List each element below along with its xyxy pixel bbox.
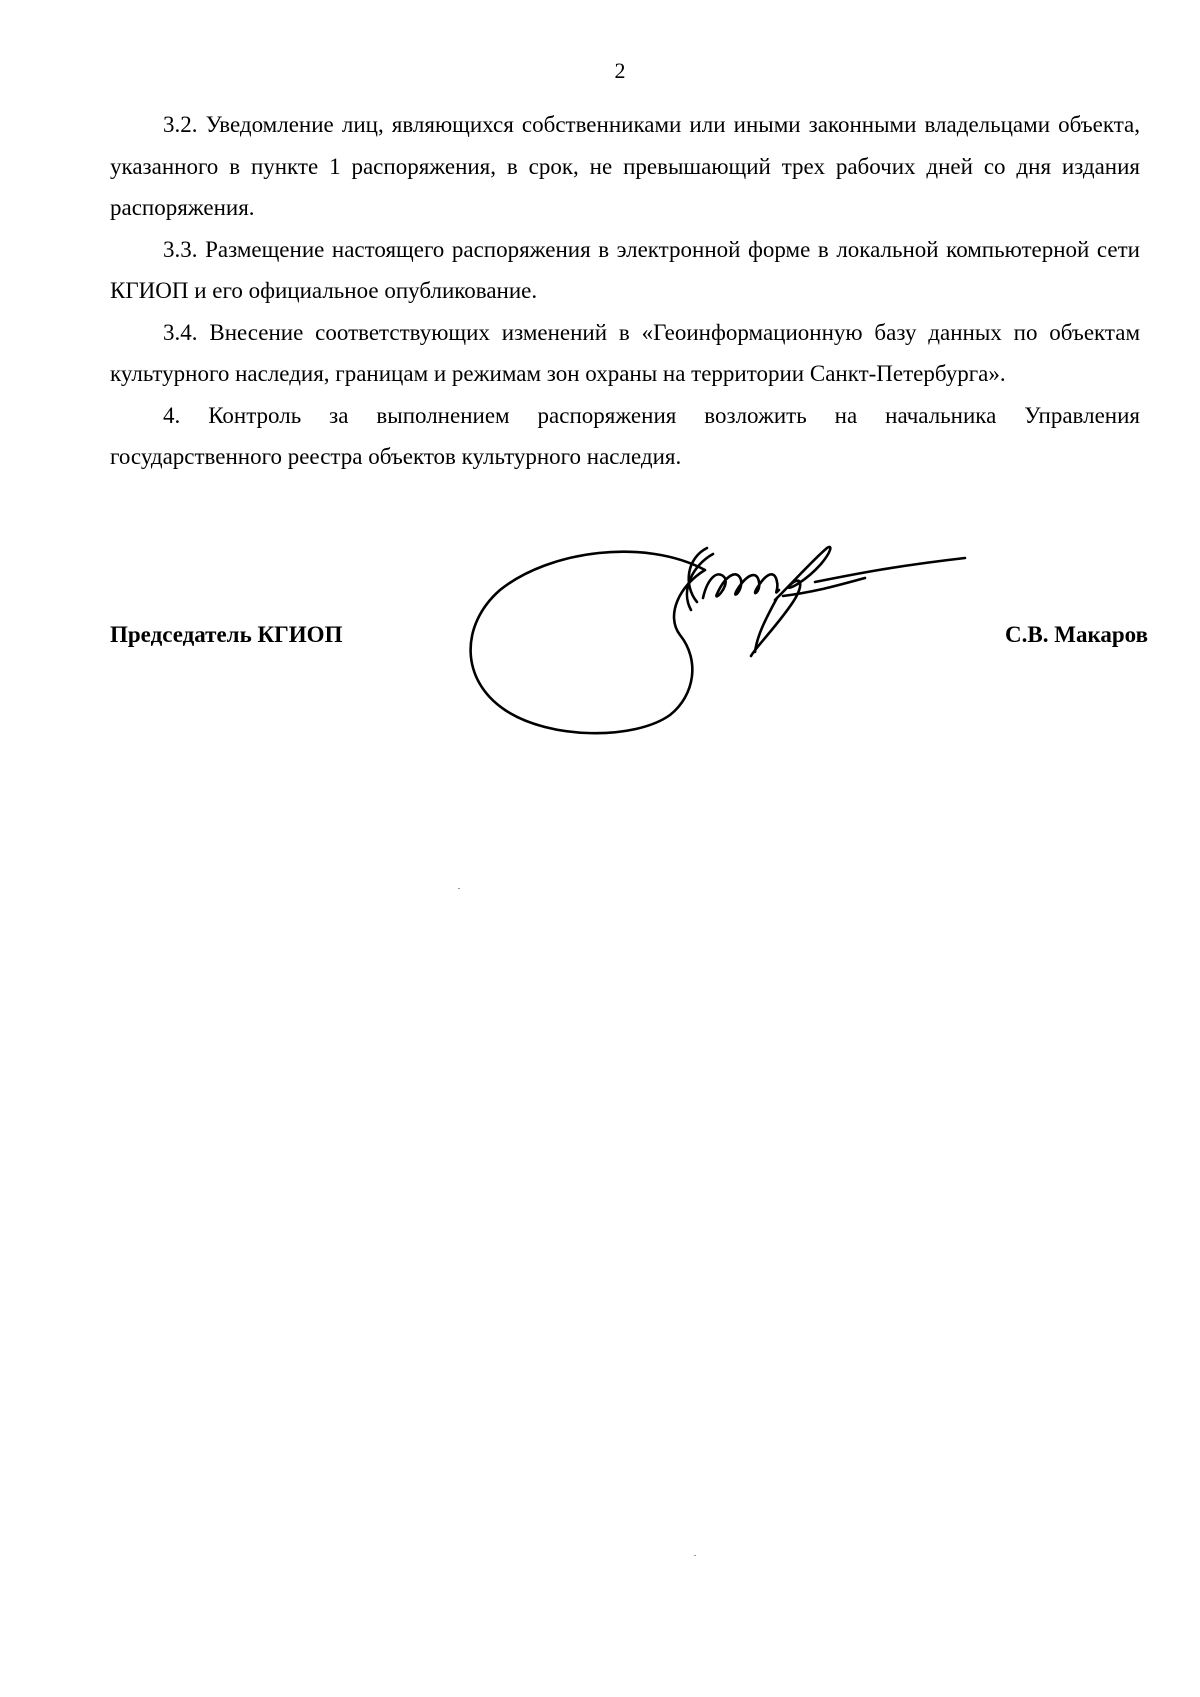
signature-block [0,540,1200,760]
scan-speck [694,1555,696,1556]
paragraph-4: 4. Контроль за выполнением распоряжения возложить на начальника Управления государственного реестра объектов культурного наследия. [110,402,1140,469]
paragraph-3-4: 3.4. Внесение соответствующих изменений в «Геоинформационную базу данных по объектам культурного наследия, границам и режимам зон охраны на территории Санкт-Петербурга». [110,319,1140,386]
handwritten-signature [455,540,1015,760]
signer-name: С.В. Макаров [1005,622,1148,647]
scan-speck [458,888,460,889]
document-body [110,104,1140,478]
paragraph-3-2: 3.2. Уведомление лиц, являющихся собственниками или иными законными владельцами объекта, указанного в пункте 1 распоряжения, в срок, не превышающий трех рабочих дней со дня издания распоряжения. [110,112,1140,220]
signer-title: Председатель КГИОП [110,622,343,647]
paragraph-3-3: 3.3. Размещение настоящего распоряжения в электронной форме в локальной компьютерной сети КГИОП и его официальное опубликование. [110,236,1140,303]
page-number: 2 [614,58,626,83]
